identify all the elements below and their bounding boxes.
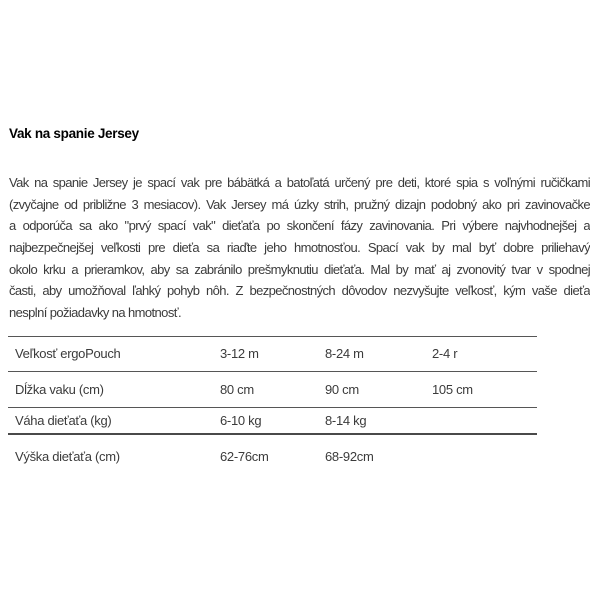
size-value: 105 cm [432,381,473,397]
page-title: Vak na spanie Jersey [9,126,139,141]
intro-paragraph [9,172,590,324]
size-row-label: Dĺžka vaku (cm) [15,381,104,397]
paragraph-line: najbezpečnejšej veľkosti pre dieťa sa riaďte jeho hmotnosťou. Spací vak by mal byť dobre priliehavý [9,240,590,256]
size-table [8,336,537,478]
size-value: 8-14 kg [325,413,367,429]
size-value: 68-92cm [325,448,374,464]
paragraph-line: Vak na spanie Jersey je spací vak pre bábätká a batoľatá určený pre deti, ktoré spia s voľnými ručičkami [9,175,590,190]
size-value: 2-4 r [432,346,458,362]
size-value: 90 cm [325,381,359,397]
paragraph-line: nesplní požiadavky na hmotnosť. [9,305,182,321]
size-row-label: Váha dieťaťa (kg) [15,413,112,429]
paragraph-line: (zvyčajne od približne 3 mesiacov). Vak Jersey má úzky strih, pružný dizajn podobný ako pri zavinovačke [9,196,590,212]
paragraph-line: a odporúča sa ako "prvý spací vak" dieťaťa po skončení fázy zavinovania. Pri výbere najvhodnejšej a [9,218,590,234]
size-row-label: Veľkosť ergoPouch [15,346,121,362]
table-row [8,336,537,371]
size-value: 8-24 m [325,346,364,362]
size-value: 6-10 kg [220,413,262,429]
size-value [430,434,537,477]
size-value: 80 cm [220,381,254,397]
table-row [8,371,537,407]
size-value: 62-76cm [220,448,269,464]
table-row [8,434,537,477]
paragraph-line: okolo krku a prieramkov, aby sa zabránilo prešmyknutiu dieťaťa. Mal by mať aj zvonovitý tvar v spodnej [9,261,590,277]
size-value: 3-12 m [220,346,259,362]
paragraph-line: časti, aby umožňoval ľahký pohyb nôh. Z bezpečnostných dôvodov nezvyšujte veľkosť, kým vaše dieťa [9,283,590,299]
size-value [430,407,537,434]
size-row-label: Výška dieťaťa (cm) [15,448,120,464]
table-row [8,407,537,434]
